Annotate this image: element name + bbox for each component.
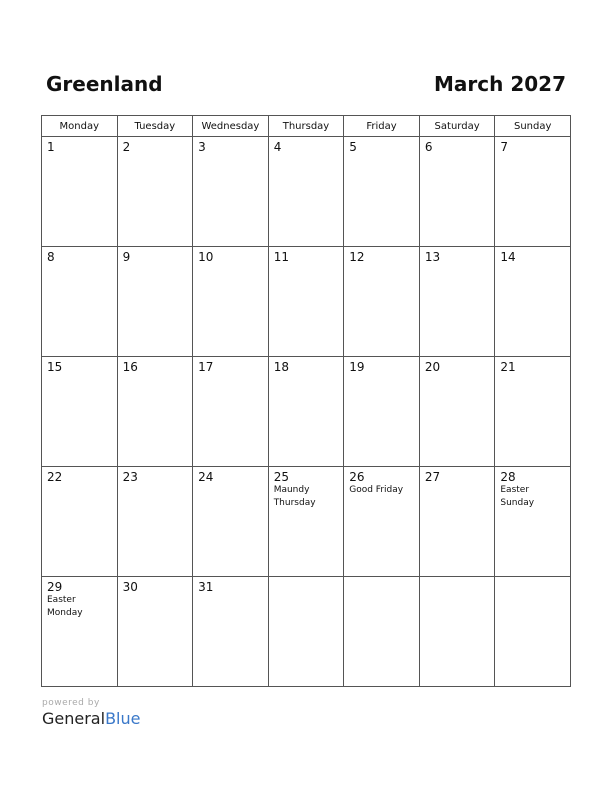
brand-name-blue: Blue	[105, 709, 141, 728]
brand-logo[interactable]	[42, 709, 140, 728]
day-number: 28	[500, 470, 516, 484]
day-cell	[495, 137, 571, 247]
day-cell	[117, 247, 193, 357]
day-number: 7	[500, 140, 509, 154]
day-cell	[42, 247, 118, 357]
day-cell	[419, 247, 495, 357]
day-cell	[344, 137, 420, 247]
day-number: 3	[198, 140, 206, 154]
weekday-header: Saturday	[419, 116, 495, 137]
day-number: 10	[198, 250, 214, 264]
day-number: 8	[47, 250, 55, 264]
day-cell	[268, 467, 344, 577]
day-cell	[419, 137, 495, 247]
day-number: 2	[122, 140, 131, 154]
day-cell	[268, 577, 344, 687]
weekday-header: Friday	[344, 116, 420, 137]
holiday-label: Easter Sunday	[500, 485, 535, 508]
day-cell	[42, 577, 118, 687]
day-number: 9	[122, 250, 131, 264]
day-number: 16	[122, 360, 138, 374]
day-number: 25	[273, 470, 289, 484]
day-cell	[193, 577, 269, 687]
day-number: 6	[424, 140, 433, 154]
day-number: 17	[198, 360, 214, 374]
day-cell	[268, 137, 344, 247]
holiday-label: Good Friday	[349, 485, 404, 495]
day-number: 11	[273, 250, 289, 264]
holiday-label: Maundy Thursday	[273, 485, 316, 508]
weekday-header-row	[42, 116, 571, 137]
day-number: 20	[424, 360, 441, 374]
holiday-label: Easter Monday	[47, 595, 83, 618]
day-cell	[42, 357, 118, 467]
day-cell	[344, 357, 420, 467]
day-number: 1	[47, 140, 55, 154]
day-cell	[117, 137, 193, 247]
day-number: 15	[47, 360, 63, 374]
day-number: 27	[424, 470, 441, 484]
day-cell	[495, 357, 571, 467]
region-title: Greenland	[46, 72, 163, 96]
weekday-header: Monday	[42, 116, 118, 137]
day-cell	[268, 357, 344, 467]
day-cell	[344, 247, 420, 357]
day-number: 19	[349, 360, 365, 374]
powered-by-text: powered by	[42, 698, 100, 708]
day-number: 29	[47, 580, 63, 594]
day-cell	[193, 467, 269, 577]
day-cell	[495, 577, 571, 687]
calendar-header	[46, 72, 566, 98]
day-number: 14	[500, 250, 516, 264]
month-title: March 2027	[434, 72, 566, 96]
day-number: 30	[122, 580, 138, 594]
day-cell	[117, 357, 193, 467]
day-cell	[419, 357, 495, 467]
day-cell	[117, 467, 193, 577]
day-cell	[193, 357, 269, 467]
day-number: 31	[198, 580, 214, 594]
day-cell	[193, 247, 269, 357]
day-number: 21	[500, 360, 516, 374]
day-number: 22	[47, 470, 63, 484]
weekday-header: Tuesday	[117, 116, 193, 137]
day-number: 4	[273, 140, 282, 154]
day-cell	[42, 137, 118, 247]
day-cell	[419, 467, 495, 577]
day-cell	[193, 137, 269, 247]
week-row	[42, 357, 571, 467]
day-number: 24	[198, 470, 214, 484]
footer-branding	[42, 698, 140, 728]
week-row	[42, 247, 571, 357]
week-row	[42, 137, 571, 247]
week-row	[42, 577, 571, 687]
day-cell	[419, 577, 495, 687]
day-cell	[495, 467, 571, 577]
day-cell	[42, 467, 118, 577]
day-number: 12	[349, 250, 365, 264]
day-number: 26	[349, 470, 365, 484]
weekday-header: Thursday	[268, 116, 344, 137]
brand-name-general: General	[42, 709, 106, 728]
day-cell	[268, 247, 344, 357]
day-cell	[117, 577, 193, 687]
day-number: 5	[349, 140, 357, 154]
weekday-header: Wednesday	[193, 116, 269, 137]
day-number: 18	[273, 360, 289, 374]
day-cell	[495, 247, 571, 357]
weekday-header: Sunday	[495, 116, 571, 137]
week-row	[42, 467, 571, 577]
calendar-grid	[41, 115, 571, 687]
day-number: 13	[424, 250, 441, 264]
day-number: 23	[122, 470, 138, 484]
day-cell	[344, 467, 420, 577]
day-cell	[344, 577, 420, 687]
